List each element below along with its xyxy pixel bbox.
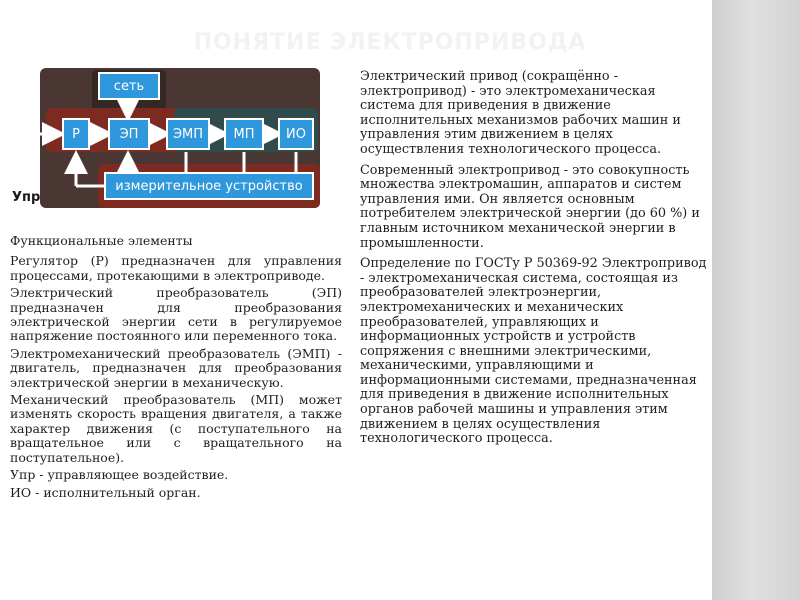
- paragraph-regulator: Регулятор (Р) предназначен для управления процессами, протекающими в электроприводе.: [10, 253, 342, 283]
- actuator-block: ИО: [278, 118, 314, 150]
- side-decor-stripe: [712, 0, 800, 600]
- regulator-block: Р: [62, 118, 90, 150]
- paragraph-definition: Электрический привод (сокращённо - электропривод) - это электромеханическая система для приведения в движение исполнительных механизмов рабочих машин и управления этим движением в целях осуществления технологического процесса.: [360, 69, 681, 157]
- measuring-device-block: измерительное устройство: [104, 172, 314, 200]
- slide-title: ПОНЯТИЕ ЭЛЕКТРОПРИВОДА: [193, 30, 587, 55]
- mechanical-converter-block: МП: [224, 118, 264, 150]
- paragraph-control-action: Упр - управляющее воздействие.: [10, 467, 229, 483]
- electromechanical-converter-block: ЭМП: [166, 118, 210, 150]
- network-block: сеть: [98, 72, 160, 100]
- functional-elements-section: [10, 234, 342, 503]
- definition-section: [356, 70, 710, 453]
- section-heading: Функциональные элементы: [10, 233, 193, 248]
- paragraph-mechanical-converter: Механический преобразователь (МП) может изменять скорость вращения двигателя, а также характер движения (с поступательного на вращательное или с вращательного на поступательное).: [10, 392, 342, 465]
- paragraph-electromechanical-converter: Электромеханический преобразователь (ЭМП) - двигатель, предназначен для преобразования электрической энергии в механическую.: [10, 345, 342, 390]
- electric-converter-block: ЭП: [108, 118, 150, 150]
- paragraph-actuator: ИО - исполнительный орган.: [10, 484, 201, 500]
- paragraph-electric-converter: Электрический преобразователь (ЭП) предназначен для преобразования электрической энергии сети в регулируемое напряжение постоянного или переменного тока.: [10, 285, 342, 344]
- paragraph-modern-drive: Современный электропривод - это совокупность множества электромашин, аппаратов и систем управления ими. Он является основным потребителем электрической энергии (до 60 %) и главным источником механической энергии в промышленности.: [360, 162, 700, 251]
- electric-drive-diagram: [0, 62, 340, 212]
- control-input-label: Упр: [12, 190, 41, 205]
- paragraph-gost-definition: Определение по ГОСТу Р 50369-92 Электропривод - электромеханическая система, состоящая из преобразователей электроэнергии, электромеханических и механических преобразователей, управляющих и информационных устройств и устройств сопряжения с внешними электрическими, механическими, управляющими и информационными системами, предназначенная для приведения в движение исполнительных органов рабочей машины и управления этим движением в целях осуществления технологического процесса.: [360, 256, 707, 447]
